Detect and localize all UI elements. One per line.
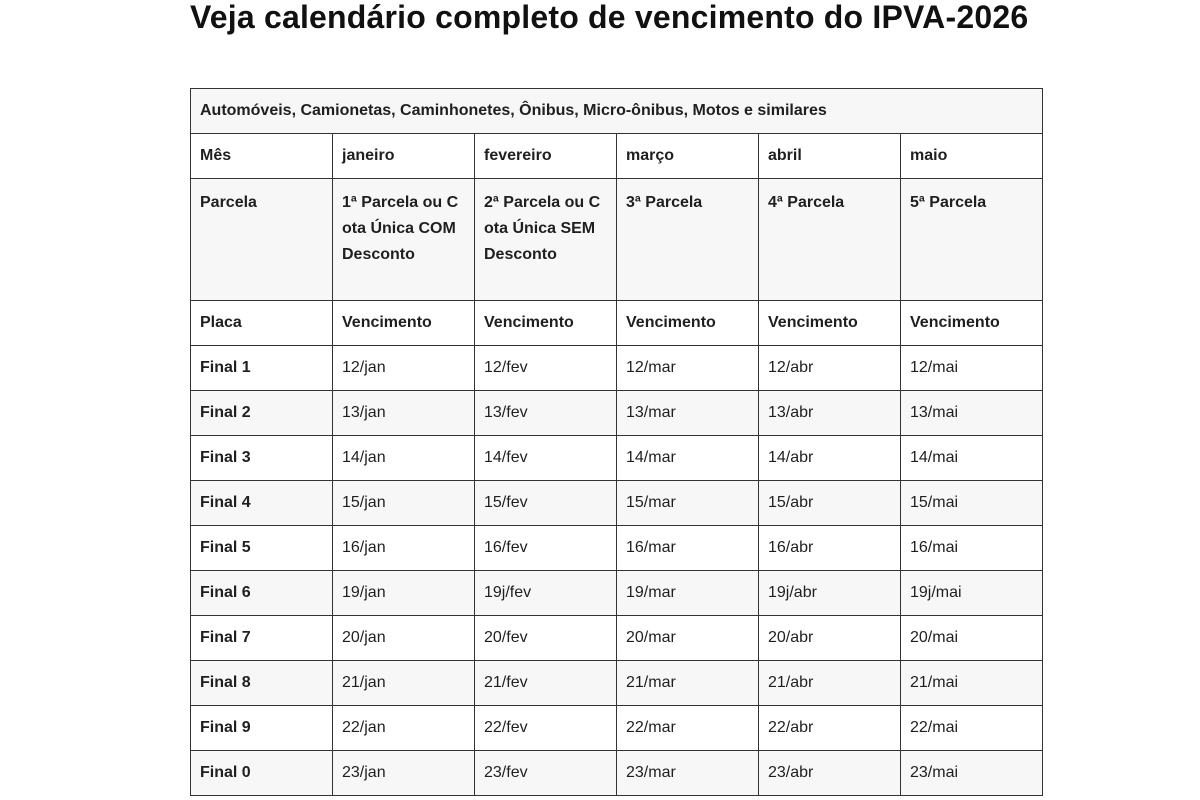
date-cell: 14/mai (901, 436, 1043, 481)
date-cell: 14/jan (333, 436, 475, 481)
plate-cell: Final 6 (191, 571, 333, 616)
month-label: Mês (191, 134, 333, 179)
date-cell: 16/mar (617, 526, 759, 571)
table-row (191, 346, 1043, 391)
vencimento-header: Vencimento (901, 301, 1043, 346)
date-cell: 21/mai (901, 661, 1043, 706)
date-cell: 19/jan (333, 571, 475, 616)
vencimento-header: Vencimento (333, 301, 475, 346)
page-title: Veja calendário completo de vencimento do IPVA-2026 (190, 0, 1029, 35)
plate-cell: Final 8 (191, 661, 333, 706)
date-cell: 15/fev (475, 481, 617, 526)
date-cell: 16/jan (333, 526, 475, 571)
date-cell: 16/abr (759, 526, 901, 571)
date-cell: 23/mai (901, 751, 1043, 796)
vencimento-header: Vencimento (617, 301, 759, 346)
date-cell: 13/jan (333, 391, 475, 436)
date-cell: 20/abr (759, 616, 901, 661)
date-cell: 23/fev (475, 751, 617, 796)
table-row (191, 436, 1043, 481)
table-row (191, 706, 1043, 751)
date-cell: 13/mai (901, 391, 1043, 436)
date-cell: 12/mar (617, 346, 759, 391)
table-row (191, 751, 1043, 796)
date-cell: 14/abr (759, 436, 901, 481)
month-cell: fevereiro (475, 134, 617, 179)
date-cell: 15/abr (759, 481, 901, 526)
vencimento-header: Vencimento (759, 301, 901, 346)
date-cell: 22/mar (617, 706, 759, 751)
date-cell: 12/mai (901, 346, 1043, 391)
plate-cell: Final 4 (191, 481, 333, 526)
table-row (191, 391, 1043, 436)
plate-cell: Final 9 (191, 706, 333, 751)
date-cell: 20/jan (333, 616, 475, 661)
plate-cell: Final 5 (191, 526, 333, 571)
plate-cell: Final 3 (191, 436, 333, 481)
parcela-label: Parcela (191, 179, 333, 301)
month-cell: maio (901, 134, 1043, 179)
date-cell: 14/mar (617, 436, 759, 481)
date-cell: 20/mai (901, 616, 1043, 661)
date-cell: 13/mar (617, 391, 759, 436)
date-cell: 15/mai (901, 481, 1043, 526)
table-caption-row (191, 89, 1043, 134)
date-cell: 14/fev (475, 436, 617, 481)
date-cell: 23/mar (617, 751, 759, 796)
parcela-row (191, 179, 1043, 301)
table-row (191, 481, 1043, 526)
date-cell: 13/fev (475, 391, 617, 436)
ipva-calendar-table (190, 88, 1043, 796)
month-cell: abril (759, 134, 901, 179)
date-cell: 22/abr (759, 706, 901, 751)
parcela-cell: 3ª Parcela (617, 179, 759, 301)
date-cell: 12/abr (759, 346, 901, 391)
date-cell: 21/mar (617, 661, 759, 706)
date-cell: 20/fev (475, 616, 617, 661)
parcela-cell: 5ª Parcela (901, 179, 1043, 301)
date-cell: 22/jan (333, 706, 475, 751)
date-cell: 19j/abr (759, 571, 901, 616)
placa-header: Placa (191, 301, 333, 346)
date-cell: 15/mar (617, 481, 759, 526)
date-cell: 12/jan (333, 346, 475, 391)
plate-cell: Final 2 (191, 391, 333, 436)
date-cell: 22/mai (901, 706, 1043, 751)
date-cell: 23/abr (759, 751, 901, 796)
plate-cell: Final 1 (191, 346, 333, 391)
column-header-row (191, 301, 1043, 346)
table-row (191, 571, 1043, 616)
parcela-cell: 1ª Parcela ou Cota Única COM Desconto (333, 179, 475, 301)
date-cell: 22/fev (475, 706, 617, 751)
parcela-cell: 2ª Parcela ou Cota Única SEM Desconto (475, 179, 617, 301)
table-row (191, 616, 1043, 661)
date-cell: 21/abr (759, 661, 901, 706)
date-cell: 19j/mai (901, 571, 1043, 616)
month-cell: março (617, 134, 759, 179)
month-cell: janeiro (333, 134, 475, 179)
month-row (191, 134, 1043, 179)
table-row (191, 661, 1043, 706)
vencimento-header: Vencimento (475, 301, 617, 346)
plate-cell: Final 7 (191, 616, 333, 661)
plate-cell: Final 0 (191, 751, 333, 796)
parcela-cell: 4ª Parcela (759, 179, 901, 301)
date-cell: 23/jan (333, 751, 475, 796)
date-cell: 21/fev (475, 661, 617, 706)
date-cell: 19/mar (617, 571, 759, 616)
table-caption: Automóveis, Camionetas, Caminhonetes, Ônibus, Micro-ônibus, Motos e similares (191, 89, 1043, 134)
table-row (191, 526, 1043, 571)
date-cell: 21/jan (333, 661, 475, 706)
date-cell: 16/fev (475, 526, 617, 571)
date-cell: 16/mai (901, 526, 1043, 571)
date-cell: 15/jan (333, 481, 475, 526)
date-cell: 13/abr (759, 391, 901, 436)
date-cell: 19j/fev (475, 571, 617, 616)
date-cell: 12/fev (475, 346, 617, 391)
date-cell: 20/mar (617, 616, 759, 661)
